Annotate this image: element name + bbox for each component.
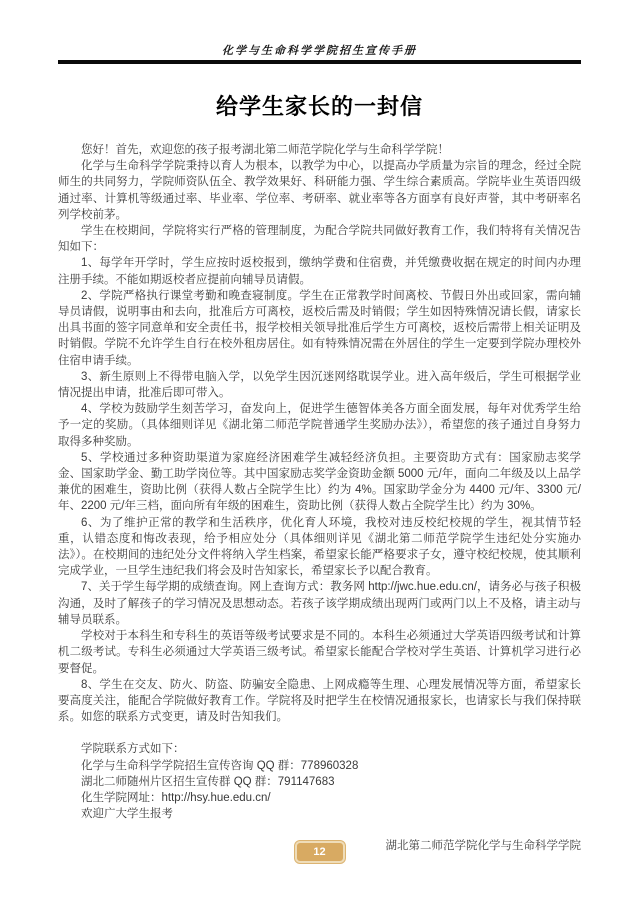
contact-heading: 学院联系方式如下： bbox=[81, 743, 185, 756]
letter-paragraph-item-2: 2、学院严格执行课堂考勤和晚查寝制度。学生在正常教学时间离校、节假日外出或回家，需向辅导员请假，说明事由和去向，批准后方可离校，返校后需及时销假；学生如因特殊情况请长假，请家长出具书面的签字同意单和安全责任书，报学校相关领导批准后学生方可离校，返校后需带上相关证明及时销假。学院不允许学生自行在校外租房居住。如有特殊情况需在外居住的学生一定要到学院办理校外住宿申请手续。 bbox=[58, 289, 581, 367]
contact-line-welcome: 欢迎广大学生报考 bbox=[81, 808, 173, 821]
letter-paragraph: 学生在校期间，学院将实行严格的管理制度，为配合学院共同做好教育工作，我们特将有关情况告知如下： bbox=[58, 225, 581, 254]
letter-paragraph-item-8: 8、学生在交友、防火、防盗、防骗安全隐患、上网成瘾等生理、心理发展情况等方面，希望家长要高度关注，能配合学院做好教育工作。学院将及时把学生在校情况通报家长，也请家长与我们保持联系。如您的联系方式变更，请及时告知我们。 bbox=[58, 678, 581, 724]
signature-line: 湖北第二师范学院化学与生命科学学院 bbox=[385, 840, 581, 853]
letter-paragraph: 您好！首先，欢迎您的孩子报考湖北第二师范学院化学与生命科学学院！ bbox=[81, 144, 449, 156]
contact-line-qq-suizhou: 湖北二师随州片区招生宣传群 QQ 群：791147683 bbox=[81, 775, 335, 788]
letter-paragraph: 学校对于本科生和专科生的英语等级考试要求是不同的。本科生必须通过大学英语四级考试和计算机二级考试。专科生必须通过大学英语三级考试。希望家长能配合学校对学生英语、计算机学习进行必要督促。 bbox=[58, 630, 581, 675]
letter-paragraph-item-4: 4、学校为鼓励学生刻苦学习，奋发向上，促进学生德智体美各方面全面发展，每年对优秀学生给予一定的奖励。（具体细则详见《湖北第二师范学院普通学生奖励办法》），希望您的孩子通过自身努力取得多种奖励。 bbox=[58, 403, 581, 448]
letter-paragraph-item-5: 5、学校通过多种资助渠道为家庭经济困难学生减轻经济负担。主要资助方式有：国家励志奖学金、国家助学金、勤工助学岗位等。其中国家励志奖学金资助金额 5000 元/年，面向二年级及以上品学兼优的困难生，资助比例（获得人数占全院学生比）约为 4%。国家助学金分为 4400 元/年、3300 元/年、2200 元/年三档，面向所有年级的困难生，资助比例（获得人数占全院学生比）约为 30%。 bbox=[58, 451, 581, 513]
letter-body bbox=[58, 142, 581, 855]
letter-paragraph-item-1: 1、每学年开学时，学生应按时返校报到，缴纳学费和住宿费，并凭缴费收据在规定的时间内办理注册手续。不能如期返校者应提前向辅导员请假。 bbox=[58, 257, 581, 286]
contact-line-qq-admissions: 化学与生命科学学院招生宣传咨询 QQ 群：778960328 bbox=[81, 759, 359, 772]
contact-line-website: 化生学院网址：http://hsy.hue.edu.cn/ bbox=[81, 791, 271, 804]
running-header: 化学与生命科学学院招生宣传手册 bbox=[222, 45, 417, 57]
letter-paragraph-item-3: 3、新生原则上不得带电脑入学，以免学生因沉迷网络耽误学业。进入高年级后，学生可根据学业情况提出申请，批准后即可带入。 bbox=[58, 370, 581, 400]
contact-info-block bbox=[58, 741, 581, 822]
letter-paragraph-item-6: 6、为了维护正常的教学和生活秩序，优化育人环境，我校对违反校纪校规的学生，视其情节轻重，认错态度和悔改表现，给予相应处分（具体细则详见《湖北第二师范学院学生违纪处分实施办法》）。在校期间的违纪处分文件将纳入学生档案，希望家长能严格要求子女，遵守校纪校规，使其顺利完成学业，一旦学生违纪我们将会及时告知家长，希望家长予以配合教育。 bbox=[58, 516, 581, 578]
page-title: 给学生家长的一封信 bbox=[215, 94, 423, 119]
page-number-badge: 12 bbox=[295, 841, 345, 863]
letter-paragraph-item-7: 7、关于学生每学期的成绩查询。网上查询方式：教务网 http://jwc.hue.edu.cn/，请务必与孩子积极沟通，及时了解孩子的学习情况及思想动态。若孩子该学期成绩出现两门或两门以上不及格，请主动与辅导员联系。 bbox=[58, 581, 581, 626]
letter-paragraph: 化学与生命科学学院秉持以育人为根本，以教学为中心，以提高办学质量为宗旨的理念，经过全院师生的共同努力，学院师资队伍全、教学效果好、科研能力强、学生综合素质高。学院毕业生英语四级通过率、计算机等级通过率、毕业率、学位率、考研率、就业率等各方面享有良好声誉，其中考研率名列学校前茅。 bbox=[58, 160, 581, 221]
header-rule-divider bbox=[58, 60, 581, 64]
